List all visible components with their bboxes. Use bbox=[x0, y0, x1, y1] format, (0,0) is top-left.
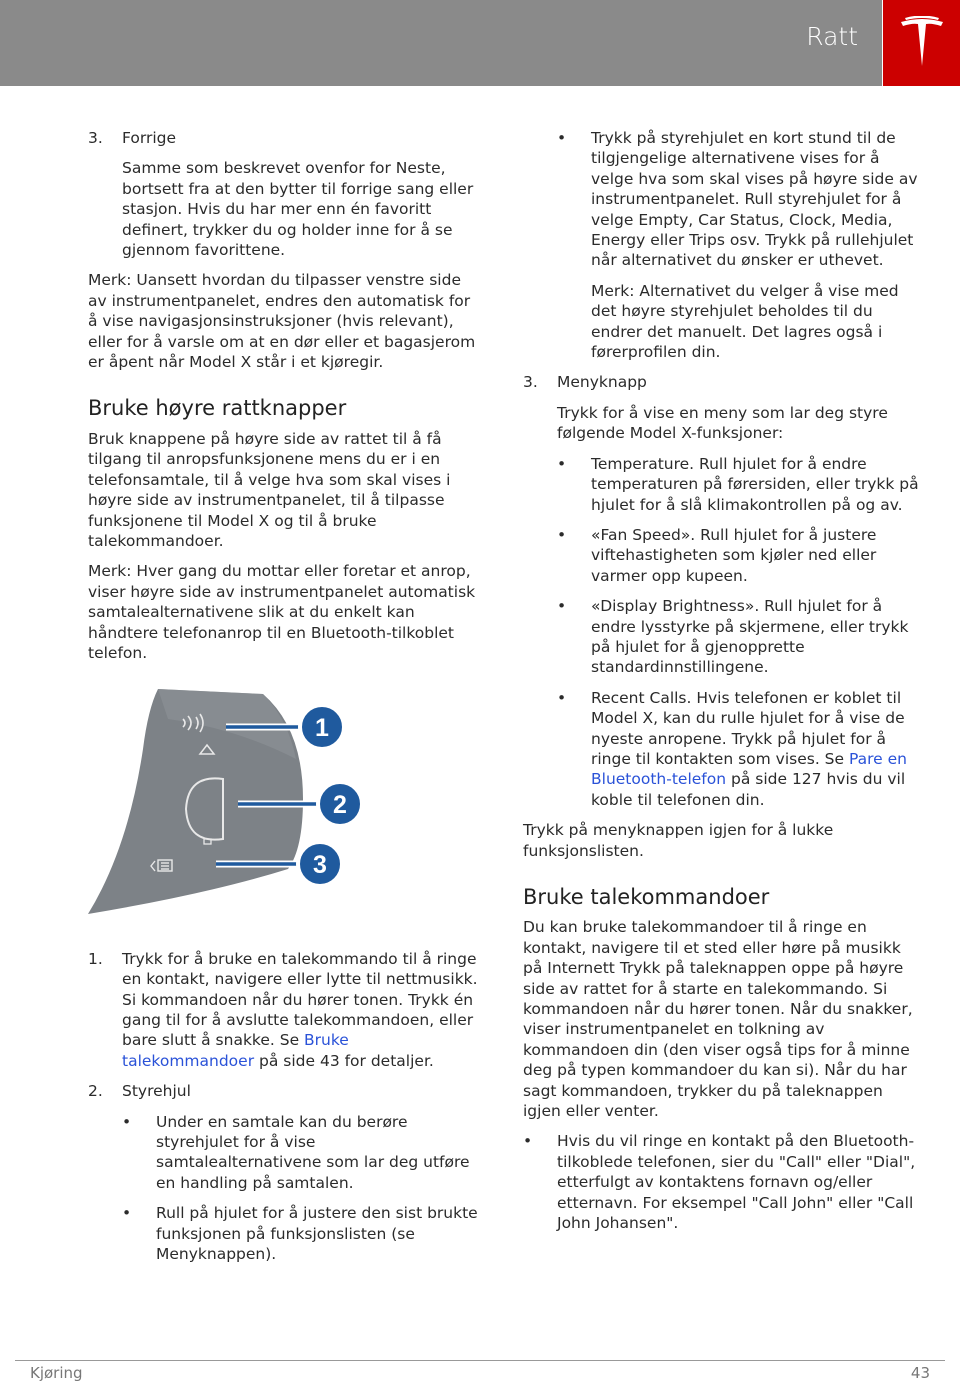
left-column bbox=[88, 128, 482, 1274]
list-item-previous bbox=[88, 128, 482, 148]
bullet-item: • Recent Calls. Hvis telefonen er koblet til Model X, kan du rulle hjulet for å vise de nyeste anropene. Trykk på hjulet for å ringe til kontakten som vises. Se Pare en Bluetooth-telefon på side 127 hvis du vil koble til telefonen din. bbox=[557, 688, 907, 809]
list-item-voice-button bbox=[88, 949, 482, 1071]
list-number: 2. bbox=[88, 1082, 103, 1101]
menu-description: Trykk for å vise en meny som lar deg styre følgende Model X-funksjoner: bbox=[557, 403, 888, 443]
voice-commands-intro: Du kan bruke talekommandoer til å ringe en kontakt, navigere til et sted eller høre på musikk på Internett Trykk på taleknappen oppe på høyre side av rattet for å starte en talekommando. Si kommandoen når du hører tonen. Når du snakker, viser instrumentpanelet en tolkning av kommandoen din (den viser også tips for å minne deg på typen kommandoer du kan si). Når du har sagt kommandoen, trykker du på taleknappen igjen eller venter. bbox=[523, 918, 913, 1121]
callout-2-label: 2 bbox=[333, 791, 347, 820]
bullet-item: • Rull på hjulet for å justere den sist brukte funksjonen på funksjonslisten (se Menyknappen). bbox=[122, 1204, 478, 1264]
note-right-wheel: Merk: Alternativet du velger å vise med det høyre styrehjulet beholdes til du endrer det manuelt. Det lagres også i førerprofilen din. bbox=[591, 281, 899, 362]
list-item-title: Styrehjul bbox=[122, 1082, 191, 1101]
bullet-icon: • bbox=[557, 454, 567, 473]
list-item-title: Menyknapp bbox=[557, 373, 647, 392]
callout-3-label: 3 bbox=[313, 851, 327, 880]
list-number: 3. bbox=[88, 129, 103, 147]
bullet-icon: • bbox=[557, 597, 567, 616]
list-item-scroll-wheel bbox=[88, 1081, 482, 1101]
list-item-menu-button bbox=[523, 372, 919, 392]
list-item-title: Forrige bbox=[122, 129, 177, 147]
bullet-item: • «Fan Speed». Rull hjulet for å justere viftehastigheten som kjøler ned eller varmer opp kupeen. bbox=[557, 525, 877, 585]
right-column bbox=[523, 128, 919, 1244]
page-header-bar bbox=[0, 0, 882, 86]
section-heading-right-buttons: Bruke høyre rattknapper bbox=[88, 396, 347, 421]
bullet-icon: • bbox=[557, 525, 567, 544]
page-title: Ratt bbox=[806, 22, 858, 51]
footer-divider bbox=[15, 1360, 945, 1361]
callout-1-label: 1 bbox=[315, 714, 329, 743]
link-pair-bluetooth-phone[interactable]: Pare en Bluetooth-telefon bbox=[591, 749, 907, 789]
bullet-item: • Trykk på styrehjulet en kort stund til de tilgjengelige alternativene vises for å velge hva som skal vises på høyre side av instrumentpanelet. Rull styrehjulet for å velge Empty, Car Status, Clock, Media, Energy eller Trips osv. Trykk på rullehjulet når alternativet du ønsker er uthevet. bbox=[557, 129, 918, 270]
list-number: 1. bbox=[88, 949, 103, 968]
footer-section: Kjøring bbox=[30, 1364, 83, 1382]
bullet-item: • Under en samtale kan du berøre styrehjulet for å vise samtalealternativene som lar deg utføre en handling på samtalen. bbox=[122, 1112, 470, 1192]
bullet-item: • Hvis du vil ringe en kontakt på den Bluetooth-tilkoblede telefonen, sier du "Call" eller "Dial", etterfulgt av kontaktens fornavn og/eller etternavn. For eksempel "Call John" eller "Call John Johansen". bbox=[523, 1132, 916, 1233]
bullet-icon: • bbox=[557, 688, 567, 707]
bullet-icon: • bbox=[523, 1132, 533, 1151]
close-menu-text: Trykk på menyknappen igjen for å lukke funksjonslisten. bbox=[523, 821, 834, 860]
bullet-icon: • bbox=[122, 1112, 132, 1131]
tesla-t-icon bbox=[897, 16, 947, 70]
list-number: 3. bbox=[523, 373, 538, 392]
bullet-icon: • bbox=[557, 129, 567, 147]
note-left-instrument: Merk: Uansett hvordan du tilpasser venstre side av instrumentpanelet, endres den automatisk for å vise navigasjonsinstruksjoner (hvis relevant), eller for å varsle om at en dør eller et bagasjerom er åpent når Model X står i et kjøregir. bbox=[88, 271, 476, 372]
steering-wheel-buttons-figure bbox=[88, 689, 388, 919]
bullet-item: • Temperature. Rull hjulet for å endre temperaturen på førersiden, eller trykk på hjulet for å slå klimakontrollen på og av. bbox=[557, 454, 919, 514]
right-buttons-intro: Bruk knappene på høyre side av rattet til å få tilgang til anropsfunksjonene mens du er i en telefonsamtale, til å velge hva som skal vises i høyre side av instrumentpanelet, til å tilpasse funksjonene til Model X og til å bruke talekommandoer. bbox=[88, 429, 451, 550]
voice-button-text-end: på side 43 for detaljer. bbox=[254, 1051, 434, 1070]
section-heading-voice-commands: Bruke talekommandoer bbox=[523, 885, 770, 909]
bullet-item: • «Display Brightness». Rull hjulet for å endre lysstyrke på skjermene, eller trykk på hjulet for å gjenopprette standardinnstillingene. bbox=[557, 597, 909, 677]
tesla-logo bbox=[883, 0, 960, 86]
previous-description: Samme som beskrevet ovenfor for Neste, bortsett fra at den bytter til forrige sang eller stasjon. Hvis du har mer enn én favoritt definert, trykker du og holder inne for å se gjennom favorittene. bbox=[122, 159, 474, 260]
voice-button-text: Trykk for å bruke en talekommando til å ringe en kontakt, navigere eller lytte til nettmusikk. Si kommandoen når du hører tonen. Trykk én gang til for å avslutte talekommandoen, eller bare slutt å snakke. Se bbox=[122, 949, 478, 1050]
link-voice-commands[interactable]: Bruke talekommandoer bbox=[122, 1031, 349, 1070]
footer-page-number: 43 bbox=[910, 1364, 930, 1382]
note-call-options: Merk: Hver gang du mottar eller foretar et anrop, viser høyre side av instrumentpanelet automatisk samtalealternativene slik at du enkelt kan håndtere telefonanrop til en Bluetooth-tilkoblet telefon. bbox=[88, 562, 476, 662]
bullet-icon: • bbox=[122, 1204, 132, 1223]
